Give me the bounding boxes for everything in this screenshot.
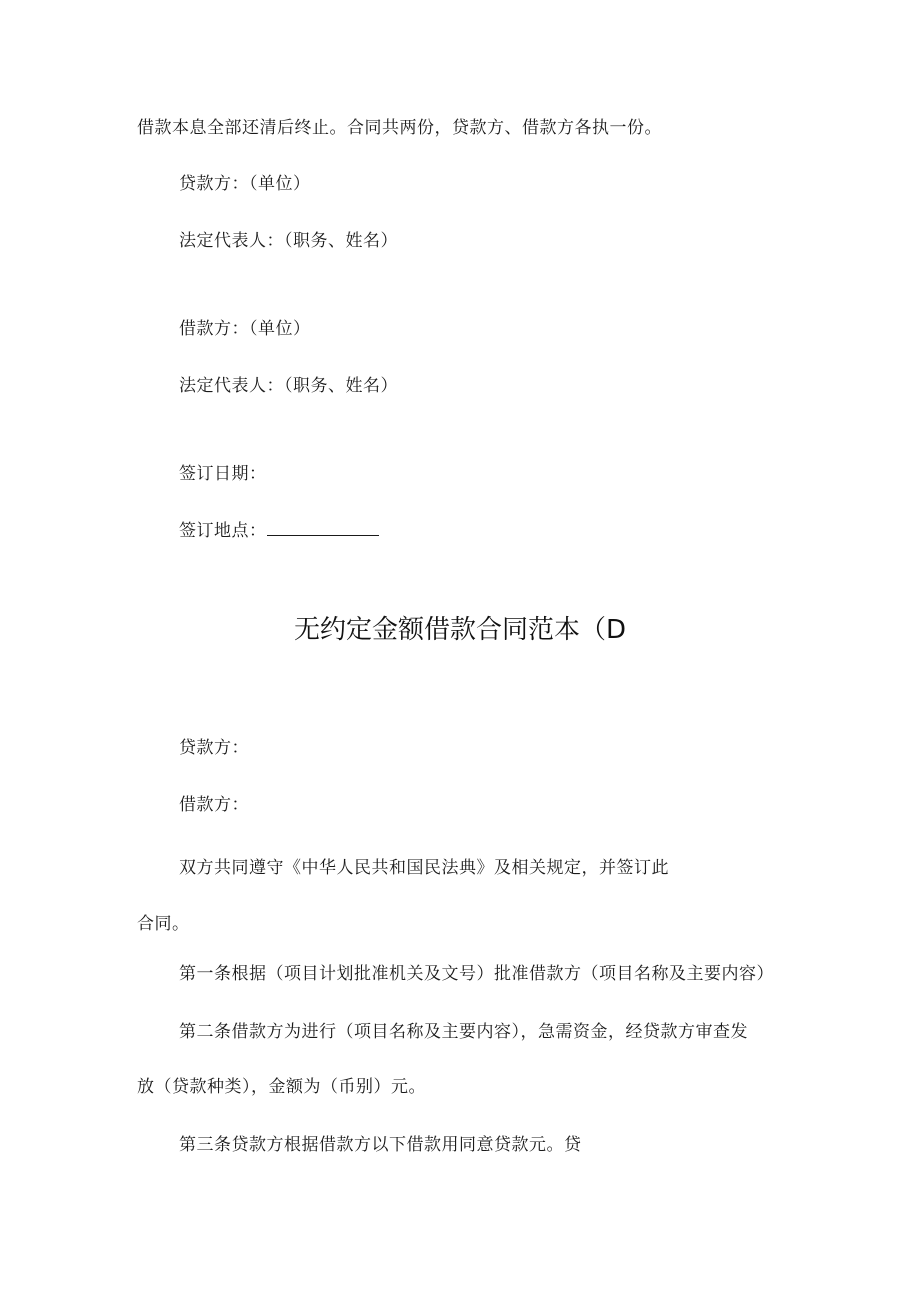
article-3: 第三条贷款方根据借款方以下借款用同意贷款元。贷	[179, 1135, 582, 1155]
signing-place-label: 签订地点：	[179, 521, 267, 541]
closing-clause: 借款本息全部还清后终止。合同共两份，贷款方、借款方各执一份。	[137, 118, 662, 138]
lender-line: 贷款方：	[179, 738, 249, 758]
signing-place-line	[179, 519, 379, 543]
borrower-unit-line: 借款方：（单位）	[179, 319, 311, 339]
article-2-line-1: 第二条借款方为进行（项目名称及主要内容），急需资金，经贷款方审查发	[179, 1022, 748, 1042]
lender-representative-line: 法定代表人：（职务、姓名）	[179, 231, 398, 251]
signing-date-line: 签订日期：	[179, 464, 267, 484]
intro-paragraph-line-1: 双方共同遵守《中华人民共和国民法典》及相关规定，并签订此	[179, 858, 669, 878]
intro-paragraph-line-2: 合同。	[137, 914, 190, 934]
borrower-line: 借款方：	[179, 795, 249, 815]
document-title: 无约定金额借款合同范本（D	[293, 615, 627, 645]
lender-unit-line: 贷款方：（单位）	[179, 174, 311, 194]
article-1: 第一条根据（项目计划批准机关及文号）批准借款方（项目名称及主要内容）	[179, 964, 774, 984]
signing-place-blank	[267, 521, 379, 536]
article-2-line-2: 放（贷款种类），金额为（币别）元。	[137, 1077, 426, 1097]
borrower-representative-line: 法定代表人：（职务、姓名）	[179, 376, 398, 396]
